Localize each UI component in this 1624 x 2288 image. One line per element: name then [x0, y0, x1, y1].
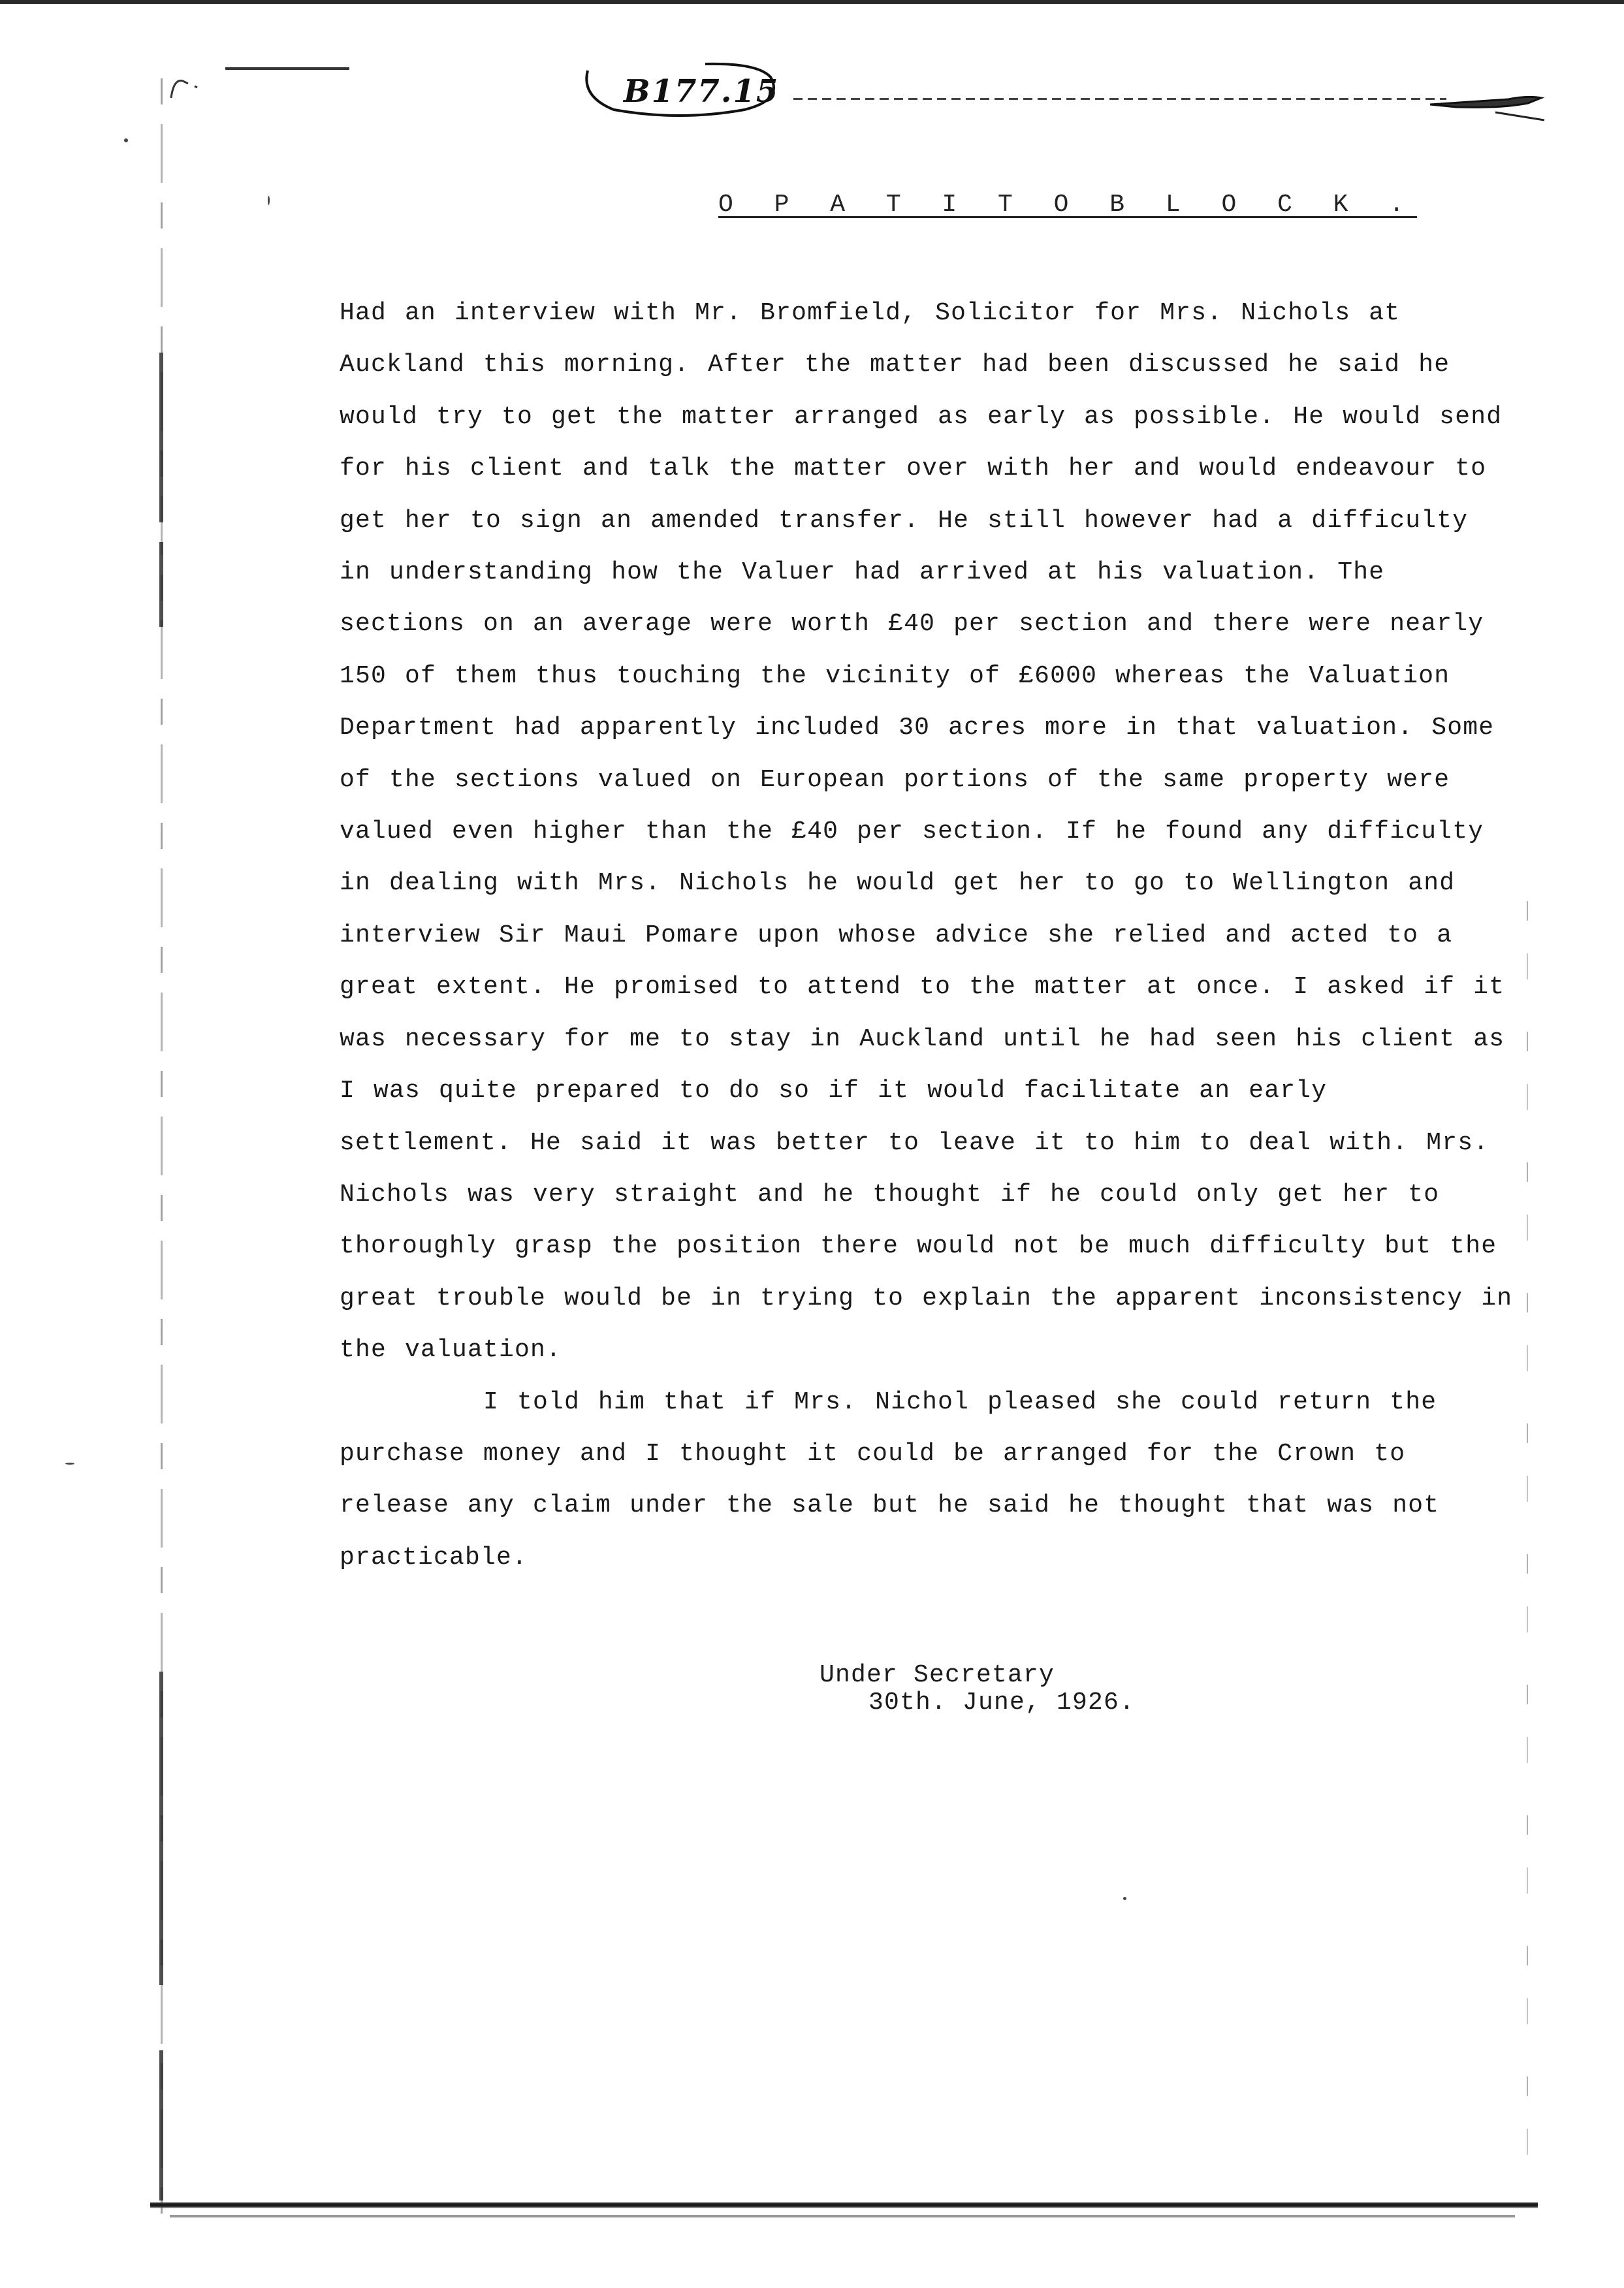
scan-left-mark-4: [159, 2050, 163, 2201]
scan-speck: [268, 196, 270, 205]
scan-speck: [124, 138, 128, 142]
page-title: O P A T I T O B L O C K .: [718, 191, 1418, 219]
scan-right-margin-line: [1527, 901, 1528, 2194]
paragraph-1: Had an interview with Mr. Bromfield, Solicitor for Mrs. Nichols at Auckland this morning. After the matter had been discussed he said he would try to get the matter arranged as early as possible. He would send for his client and talk the matter over with her and would endeavour to get her to sign an amended transfer. He still however had a difficulty in understanding how the Valuer had arrived at his valuation. The sections on an average were worth £40 per section and there were nearly 150 of them thus touching the vicinity of £6000 whereas the Valuation Department had apparently included 30 acres more in that valuation. Some of the sections valued on European portions of the same property were valued even higher than the £40 per section. If he found any difficulty in dealing with Mrs. Nichols he would get her to go to Wellington and interview Sir Maui Pomare upon whose advice she relied and acted to a great extent. He promised to attend to the matter at once. I asked if it was necessary for me to stay in Auckland until he had seen his client as I was quite prepared to do so if it would facilitate an early settlement. He said it was better to leave it to him to deal with. Mrs. Nichols was very straight and he thought if he could only get her to thoroughly grasp the position there would not be much difficulty but the great trouble would be in trying to explain the apparent inconsistency in the valuation.: [340, 299, 1513, 1365]
scan-left-mark-1: [159, 353, 163, 522]
reference-mark: B177.15: [624, 73, 780, 110]
signature-date: 30th. June, 1926.: [868, 1689, 1136, 1717]
scan-left-mark-2: [159, 542, 163, 627]
signature-title: Under Secretary: [820, 1661, 1055, 1689]
scan-bottom-edge-2: [170, 2215, 1515, 2217]
paragraph-2: I told him that if Mrs. Nichol pleased she could return the purchase money and I thought it could be arranged for the Crown to release any claim under the sale but he said he thought that was not practicable.: [340, 1388, 1440, 1572]
scan-speck: [65, 1463, 74, 1465]
scan-mark-top-dash: [225, 67, 349, 70]
scan-mark-dashed-line: [793, 98, 1446, 100]
scan-top-edge: [0, 0, 1624, 4]
scan-bottom-edge: [150, 2202, 1538, 2208]
letter-body: [340, 287, 1515, 1583]
signature-block: [820, 1662, 1135, 1717]
arrow-scribble-icon: [1430, 86, 1548, 125]
corner-scribble-icon: [168, 72, 221, 111]
scan-left-mark-3: [159, 1672, 163, 1985]
scan-speck: [1123, 1897, 1126, 1900]
